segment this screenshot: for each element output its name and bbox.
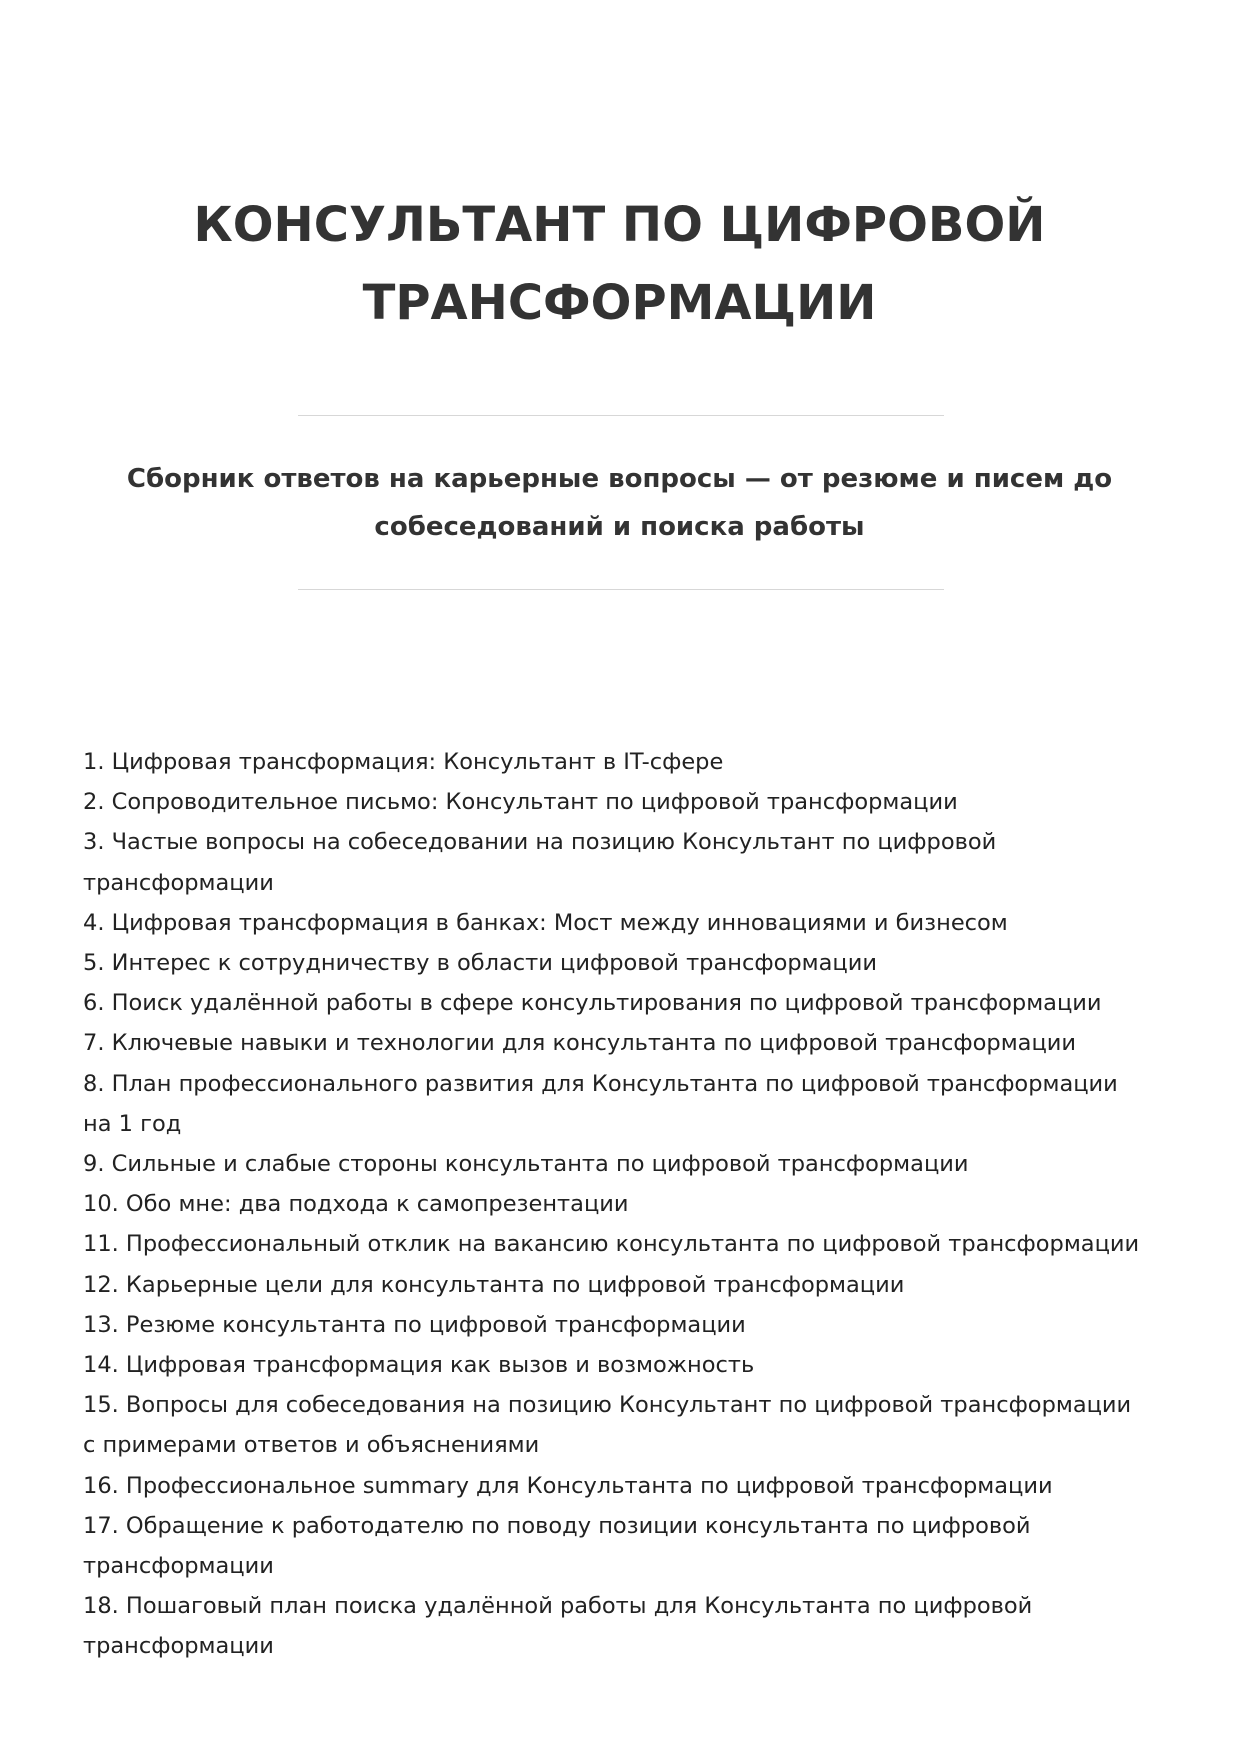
toc-item-9: 9. Сильные и слабые стороны консультанта по цифровой трансформации bbox=[83, 1151, 969, 1178]
toc-item-12: 12. Карьерные цели для консультанта по цифровой трансформации bbox=[83, 1271, 905, 1298]
divider-bottom bbox=[298, 589, 944, 590]
divider-top bbox=[298, 415, 944, 416]
toc-item-8: 8. План профессионального развития для Консультанта по цифровой трансформации на 1 год bbox=[83, 1070, 1118, 1137]
toc-item-5: 5. Интерес к сотрудничеству в области цифровой трансформации bbox=[83, 950, 877, 977]
toc-item-10: 10. Обо мне: два подхода к самопрезентации bbox=[83, 1191, 629, 1218]
toc-item-17: 17. Обращение к работодателю по поводу позиции консультанта по цифровой трансформации bbox=[83, 1512, 1031, 1580]
toc-item-15: 15. Вопросы для собеседования на позицию Консультант по цифровой трансформации с примерами ответов и объяснениями bbox=[83, 1392, 1132, 1459]
toc-item-7: 7. Ключевые навыки и технологии для консультанта по цифровой трансформации bbox=[83, 1030, 1077, 1057]
toc-item-6: 6. Поиск удалённой работы в сфере консультирования по цифровой трансформации bbox=[83, 990, 1102, 1017]
toc-item-13: 13. Резюме консультанта по цифровой трансформации bbox=[83, 1311, 746, 1338]
toc-item-14: 14. Цифровая трансформация как вызов и возможность bbox=[83, 1352, 755, 1379]
toc-item-18: 18. Пошаговый план поиска удалённой работы для Консультанта по цифровой трансформации bbox=[83, 1593, 1033, 1660]
toc-item-4: 4. Цифровая трансформация в банках: Мост между инновациями и бизнесом bbox=[83, 909, 1008, 936]
table-of-contents bbox=[83, 742, 1141, 1667]
page-title: КОНСУЛЬТАНТ ПО ЦИФРОВОЙ ТРАНСФОРМАЦИИ bbox=[193, 197, 1046, 331]
toc-item-16: 16. Профессиональное summary для Консультанта по цифровой трансформации bbox=[83, 1472, 1053, 1499]
toc-item-1: 1. Цифровая трансформация: Консультант в IT-сфере bbox=[83, 749, 724, 775]
page-subtitle: Сборник ответов на карьерные вопросы — от резюме и писем до собеседований и поиска работы bbox=[126, 464, 1113, 542]
toc-item-2: 2. Сопроводительное письмо: Консультант по цифровой трансформации bbox=[83, 789, 958, 816]
toc-item-11: 11. Профессиональный отклик на вакансию консультанта по цифровой трансформации bbox=[83, 1231, 1140, 1258]
toc-item-3: 3. Частые вопросы на собеседовании на позицию Консультант по цифровой трансформации bbox=[83, 829, 997, 896]
